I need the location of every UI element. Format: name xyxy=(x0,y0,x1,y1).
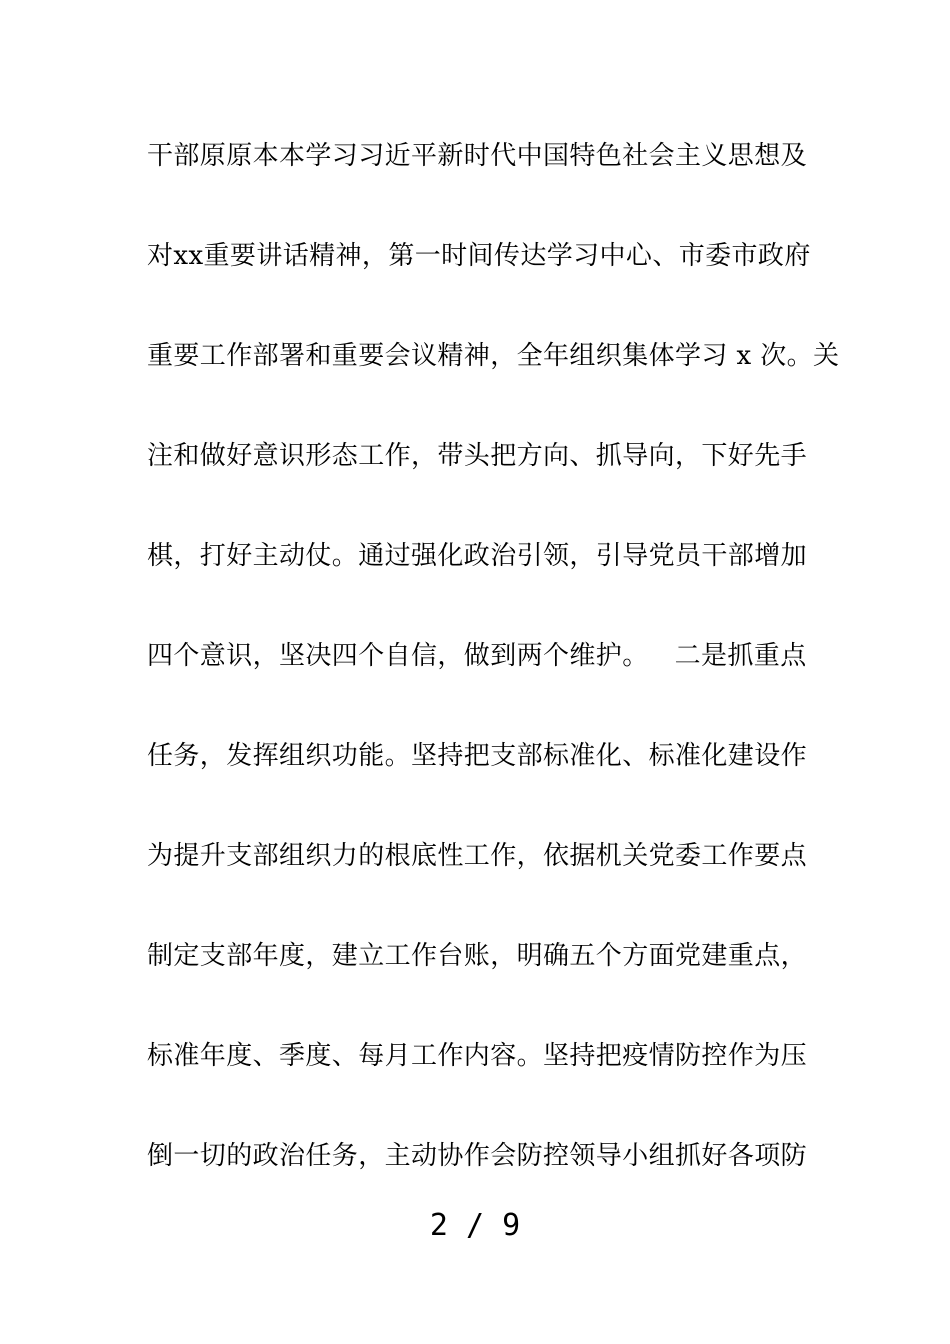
text-line: 注和做好意识形态工作，带头把方向、抓导向，下好先手 xyxy=(147,441,808,471)
text-line: 四个意识，坚决四个自信，做到两个维护。 二是抓重点 xyxy=(147,641,807,671)
text-line: 棋，打好主动仗。通过强化政治引领，引导党员干部增加 xyxy=(147,541,808,571)
text-line: 标准年度、季度、每月工作内容。坚持把疫情防控作为压 xyxy=(147,1041,808,1071)
page-number: 2 / 9 xyxy=(429,1208,521,1243)
text-line: 制定支部年度，建立工作台账，明确五个方面党建重点， xyxy=(147,941,808,971)
text-line: 任务，发挥组织功能。坚持把支部标准化、标准化建设作 xyxy=(147,741,808,771)
text-line: 对xx重要讲话精神，第一时间传达学习中心、市委市政府 xyxy=(147,241,811,271)
text-line: 干部原原本本学习习近平新时代中国特色社会主义思想及 xyxy=(147,141,808,171)
text-line: 倒一切的政治任务，主动协作会防控领导小组抓好各项防 xyxy=(147,1141,808,1171)
text-line: 重要工作部署和重要会议精神，全年组织集体学习 x 次。关 xyxy=(147,341,840,371)
text-line: 为提升支部组织力的根底性工作，依据机关党委工作要点 xyxy=(147,841,808,871)
